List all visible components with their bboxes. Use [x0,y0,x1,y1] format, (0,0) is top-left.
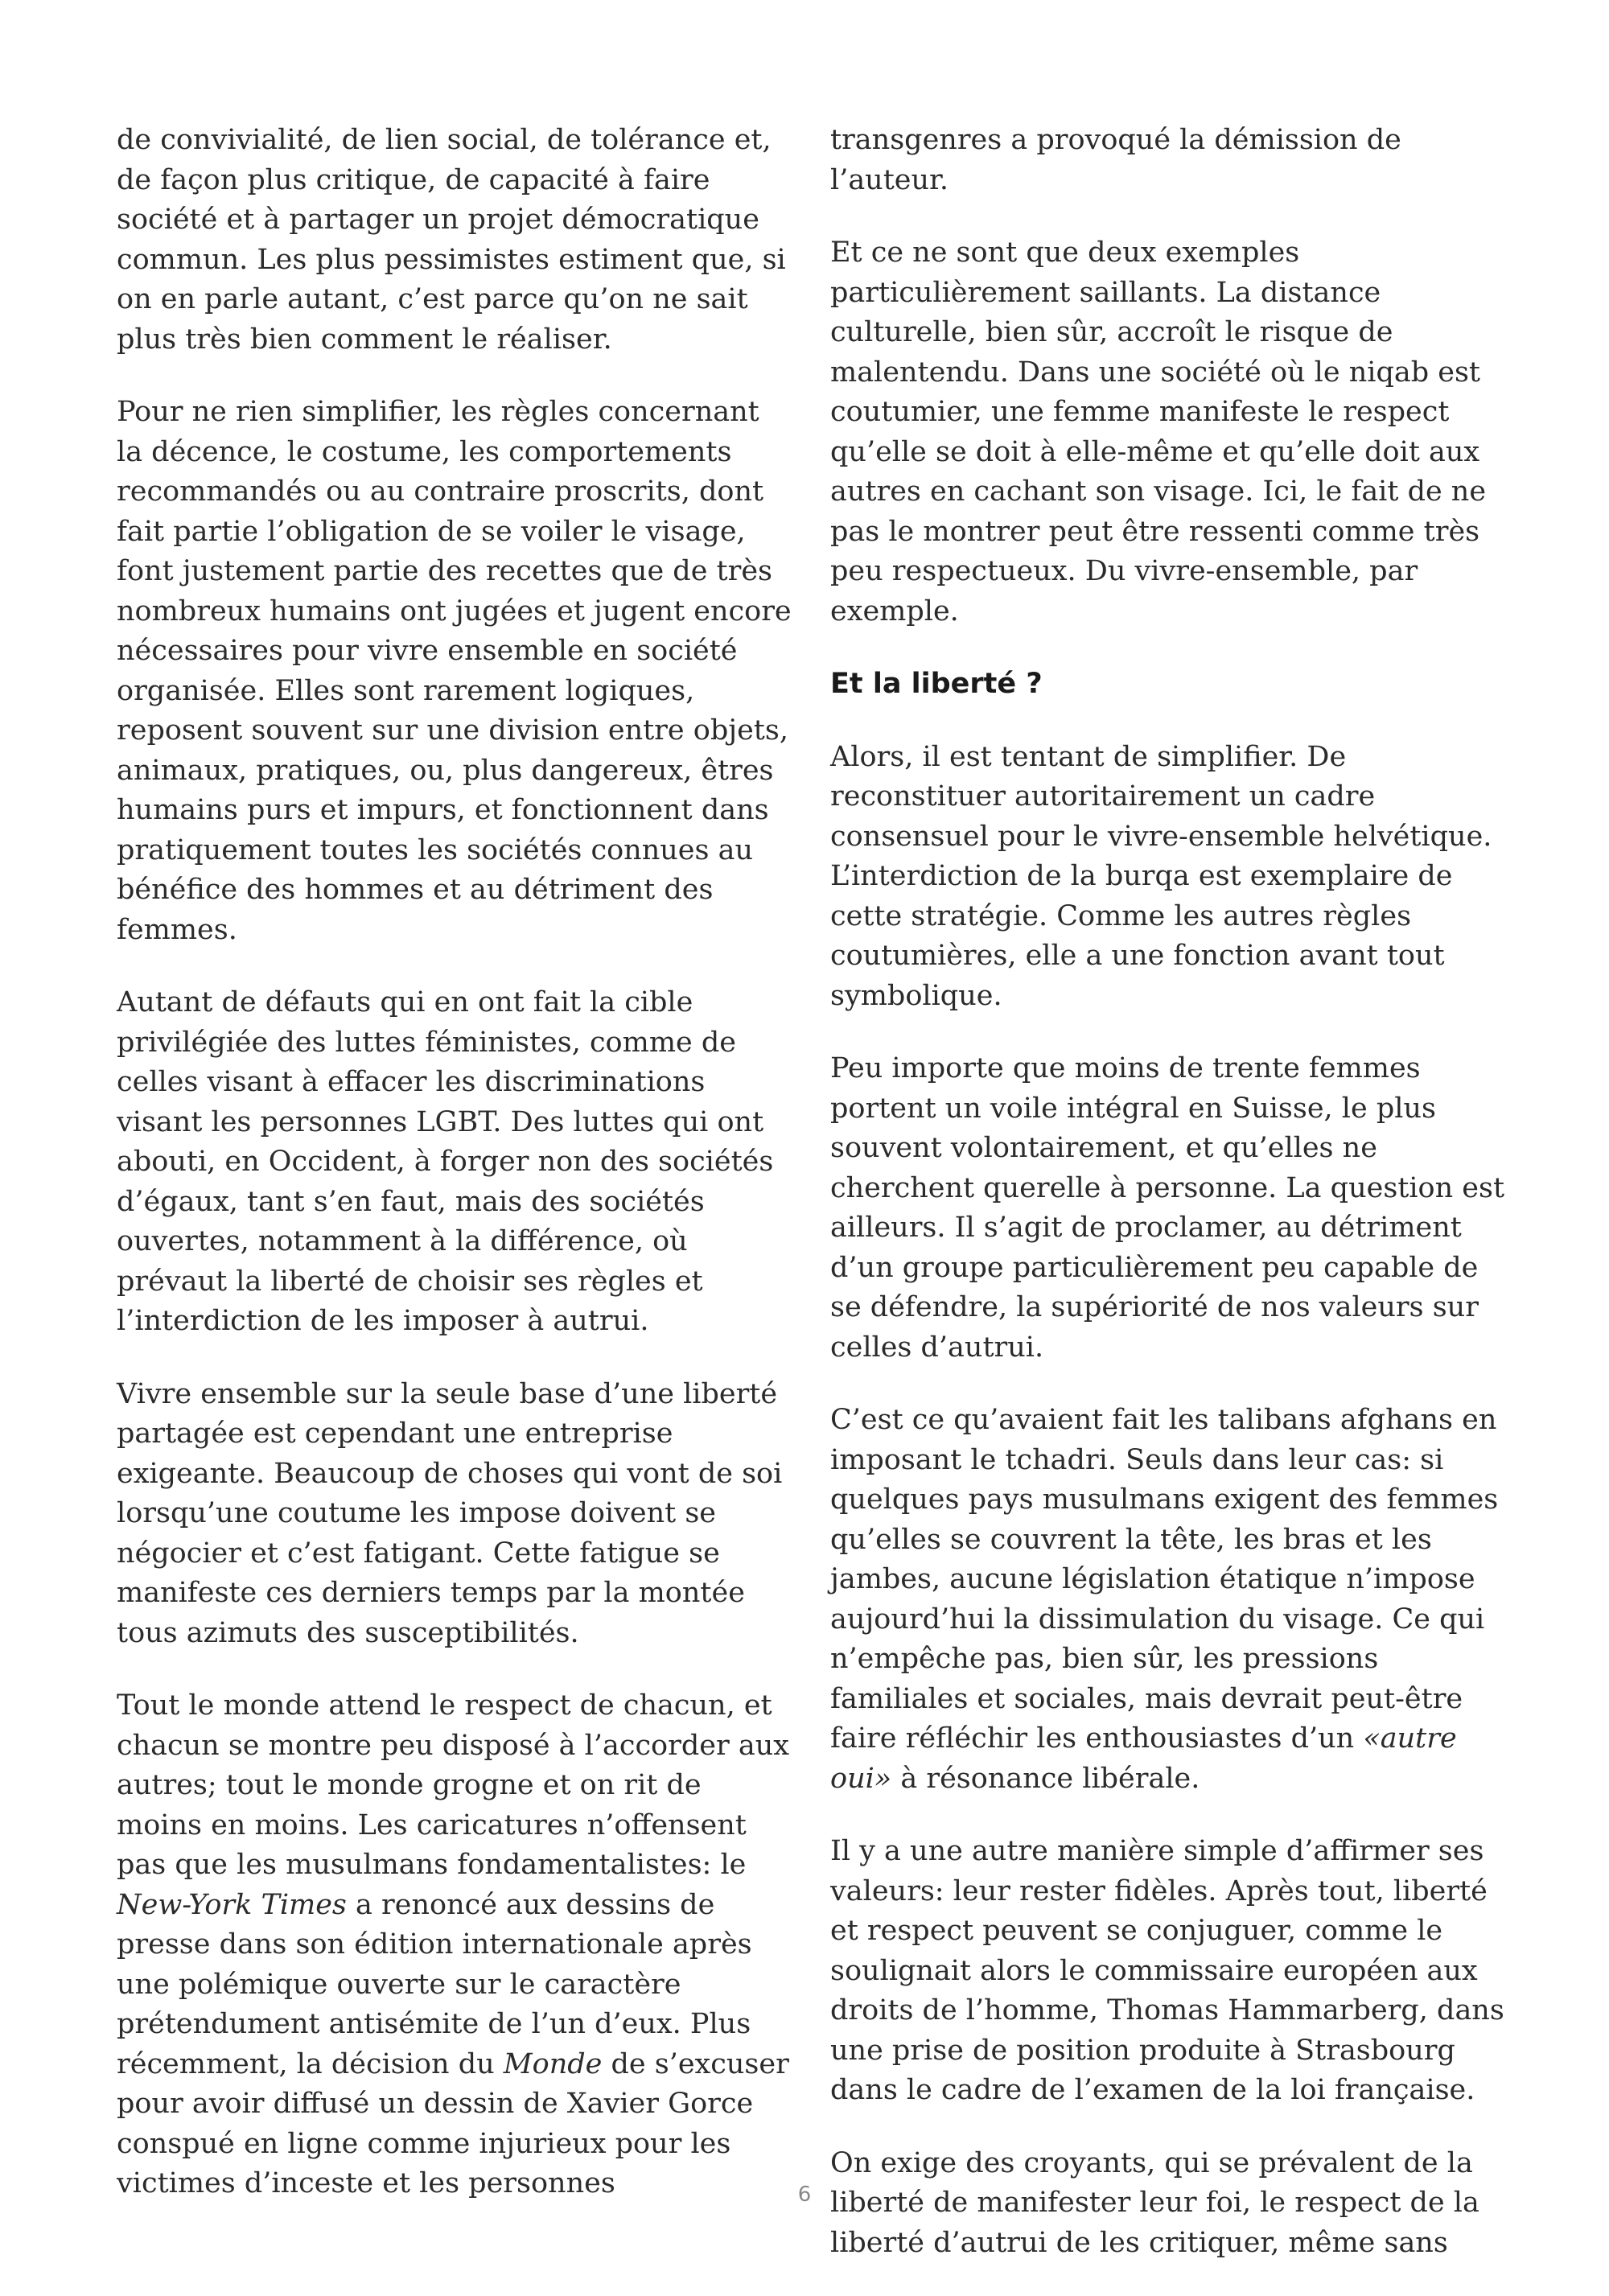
page-number: 6 [797,2183,812,2207]
text-run: Tout le monde attend le respect de chacun, et chacun se montre peu disposé à l’accorder aux autres; tout le monde grogne et on rit de moins en moins. Les caricatures n’offensent pas que les musulmans fondamentalistes: le [117,1689,789,1881]
paragraph: Il y a une autre manière simple d’affirmer ses valeurs: leur rester fidèles. Après tout, liberté et respect peuvent se conjuguer, comme le soulignait alors le commissaire européen aux droits de l’homme, Thomas Hammarberg, dans une prise de position produite à Strasbourg dans le cadre de l’examen de la loi française. [830,1835,1504,2106]
paragraph: Pour ne rien simplifier, les règles concernant la décence, le costume, les comportements recommandés ou au contraire proscrits, dont fait partie l’obligation de se voiler le visage, font justement partie des recettes que de très nombreux humains ont jugées et jugent encore nécessaires pour vivre ensemble en société organisée. Elles sont rarement logiques, reposent souvent sur une division entre objets, animaux, pratiques, ou, plus dangereux, êtres humains purs et impurs, et fonctionnent dans pratiquement toutes les sociétés connues au bénéfice des hommes et au détriment des femmes. [117,396,792,946]
left-column [117,121,792,2237]
paragraph [117,1686,792,2204]
paragraph: Et ce ne sont que deux exemples particulièrement saillants. La distance culturelle, bien sûr, accroît le risque de malentendu. Dans une société où le niqab est coutumier, une femme manifeste le respect qu’elle se doit à elle-même et qu’elle doit aux autres en cachant son visage. Ici, le fait de ne pas le montrer peut être ressenti comme très peu respectueux. Du vivre-ensemble, par exemple. [830,237,1487,627]
italic-title: Monde [503,2047,603,2080]
paragraph: Alors, il est tentant de simplifier. De reconstituer autoritairement un cadre consensuel pour le vivre-ensemble helvétique. L’interdiction de la burqa est exemplaire de cette stratégie. Comme les autres règles coutumières, elle a une fonction avant tout symbolique. [830,740,1492,1012]
italic-title: New-York Times [117,1888,347,1921]
paragraph: transgenres a provoqué la démission de l’auteur. [830,124,1401,196]
right-column [830,121,1506,2296]
text-run: de s’excuser pour avoir diffusé un dessin de Xavier Gorce conspué en ligne comme injurieux pour les victimes d’inceste et les personnes [117,2047,789,2199]
paragraph [830,1401,1506,1799]
text-run: à résonance libérale. [891,1762,1200,1795]
paragraph: Peu importe que moins de trente femmes portent un voile intégral en Suisse, le plus souvent volontairement, et qu’elles ne cherchent querelle à personne. La question est ailleurs. Il s’agit de proclamer, au détriment d’un groupe particulièrement peu capable de se défendre, la supériorité de nos valeurs sur celles d’autrui. [830,1052,1505,1364]
paragraph: On exige des croyants, qui se prévalent de la liberté de manifester leur foi, le respect de la liberté d’autrui de les critiquer, même sans [830,2146,1479,2259]
text-run: C’est ce qu’avaient fait les talibans afghans en imposant le tchadri. Seuls dans leur cas: si quelques pays musulmans exigent des femmes qu’elles se couvrent la tête, les bras et les jambes, aucune législation étatique n’impose aujourd’hui la dissimulation du visage. Ce qui n’empêche pas, bien sûr, les pressions familiales et sociales, mais devrait peut-être faire réfléchir les enthousiastes d’un [830,1404,1499,1755]
paragraph: Autant de défauts qui en ont fait la cible privilégiée des luttes féministes, comme de celles visant à effacer les discriminations visant les personnes LGBT. Des luttes qui ont abouti, en Occident, à forger non des sociétés d’égaux, tant s’en faut, mais des sociétés ouvertes, notamment à la différence, où prévaut la liberté de choisir ses règles et l’interdiction de les imposer à autrui. [117,986,774,1337]
section-heading: Et la liberté ? [830,668,1043,700]
text-run: a renoncé aux dessins de presse dans son édition internationale après une polémique ouverte sur le caractère prétendument antisémite de l’un d’eux. Plus récemment, la décision du [117,1888,752,2080]
paragraph: Vivre ensemble sur la seule base d’une liberté partagée est cependant une entreprise exigeante. Beaucoup de choses qui vont de soi lorsqu’une coutume les impose doivent se négocier et c’est fatigant. Cette fatigue se manifeste ces derniers temps par la montée tous azimuts des susceptibilités. [117,1377,783,1649]
italic-quote: «autre oui» [830,1722,1457,1795]
paragraph: de convivialité, de lien social, de tolérance et, de façon plus critique, de capacité à faire société et à partager un projet démocratique commun. Les plus pessimistes estiment que, si on en parle autant, c’est parce qu’on ne sait plus très bien comment le réaliser. [117,124,786,356]
